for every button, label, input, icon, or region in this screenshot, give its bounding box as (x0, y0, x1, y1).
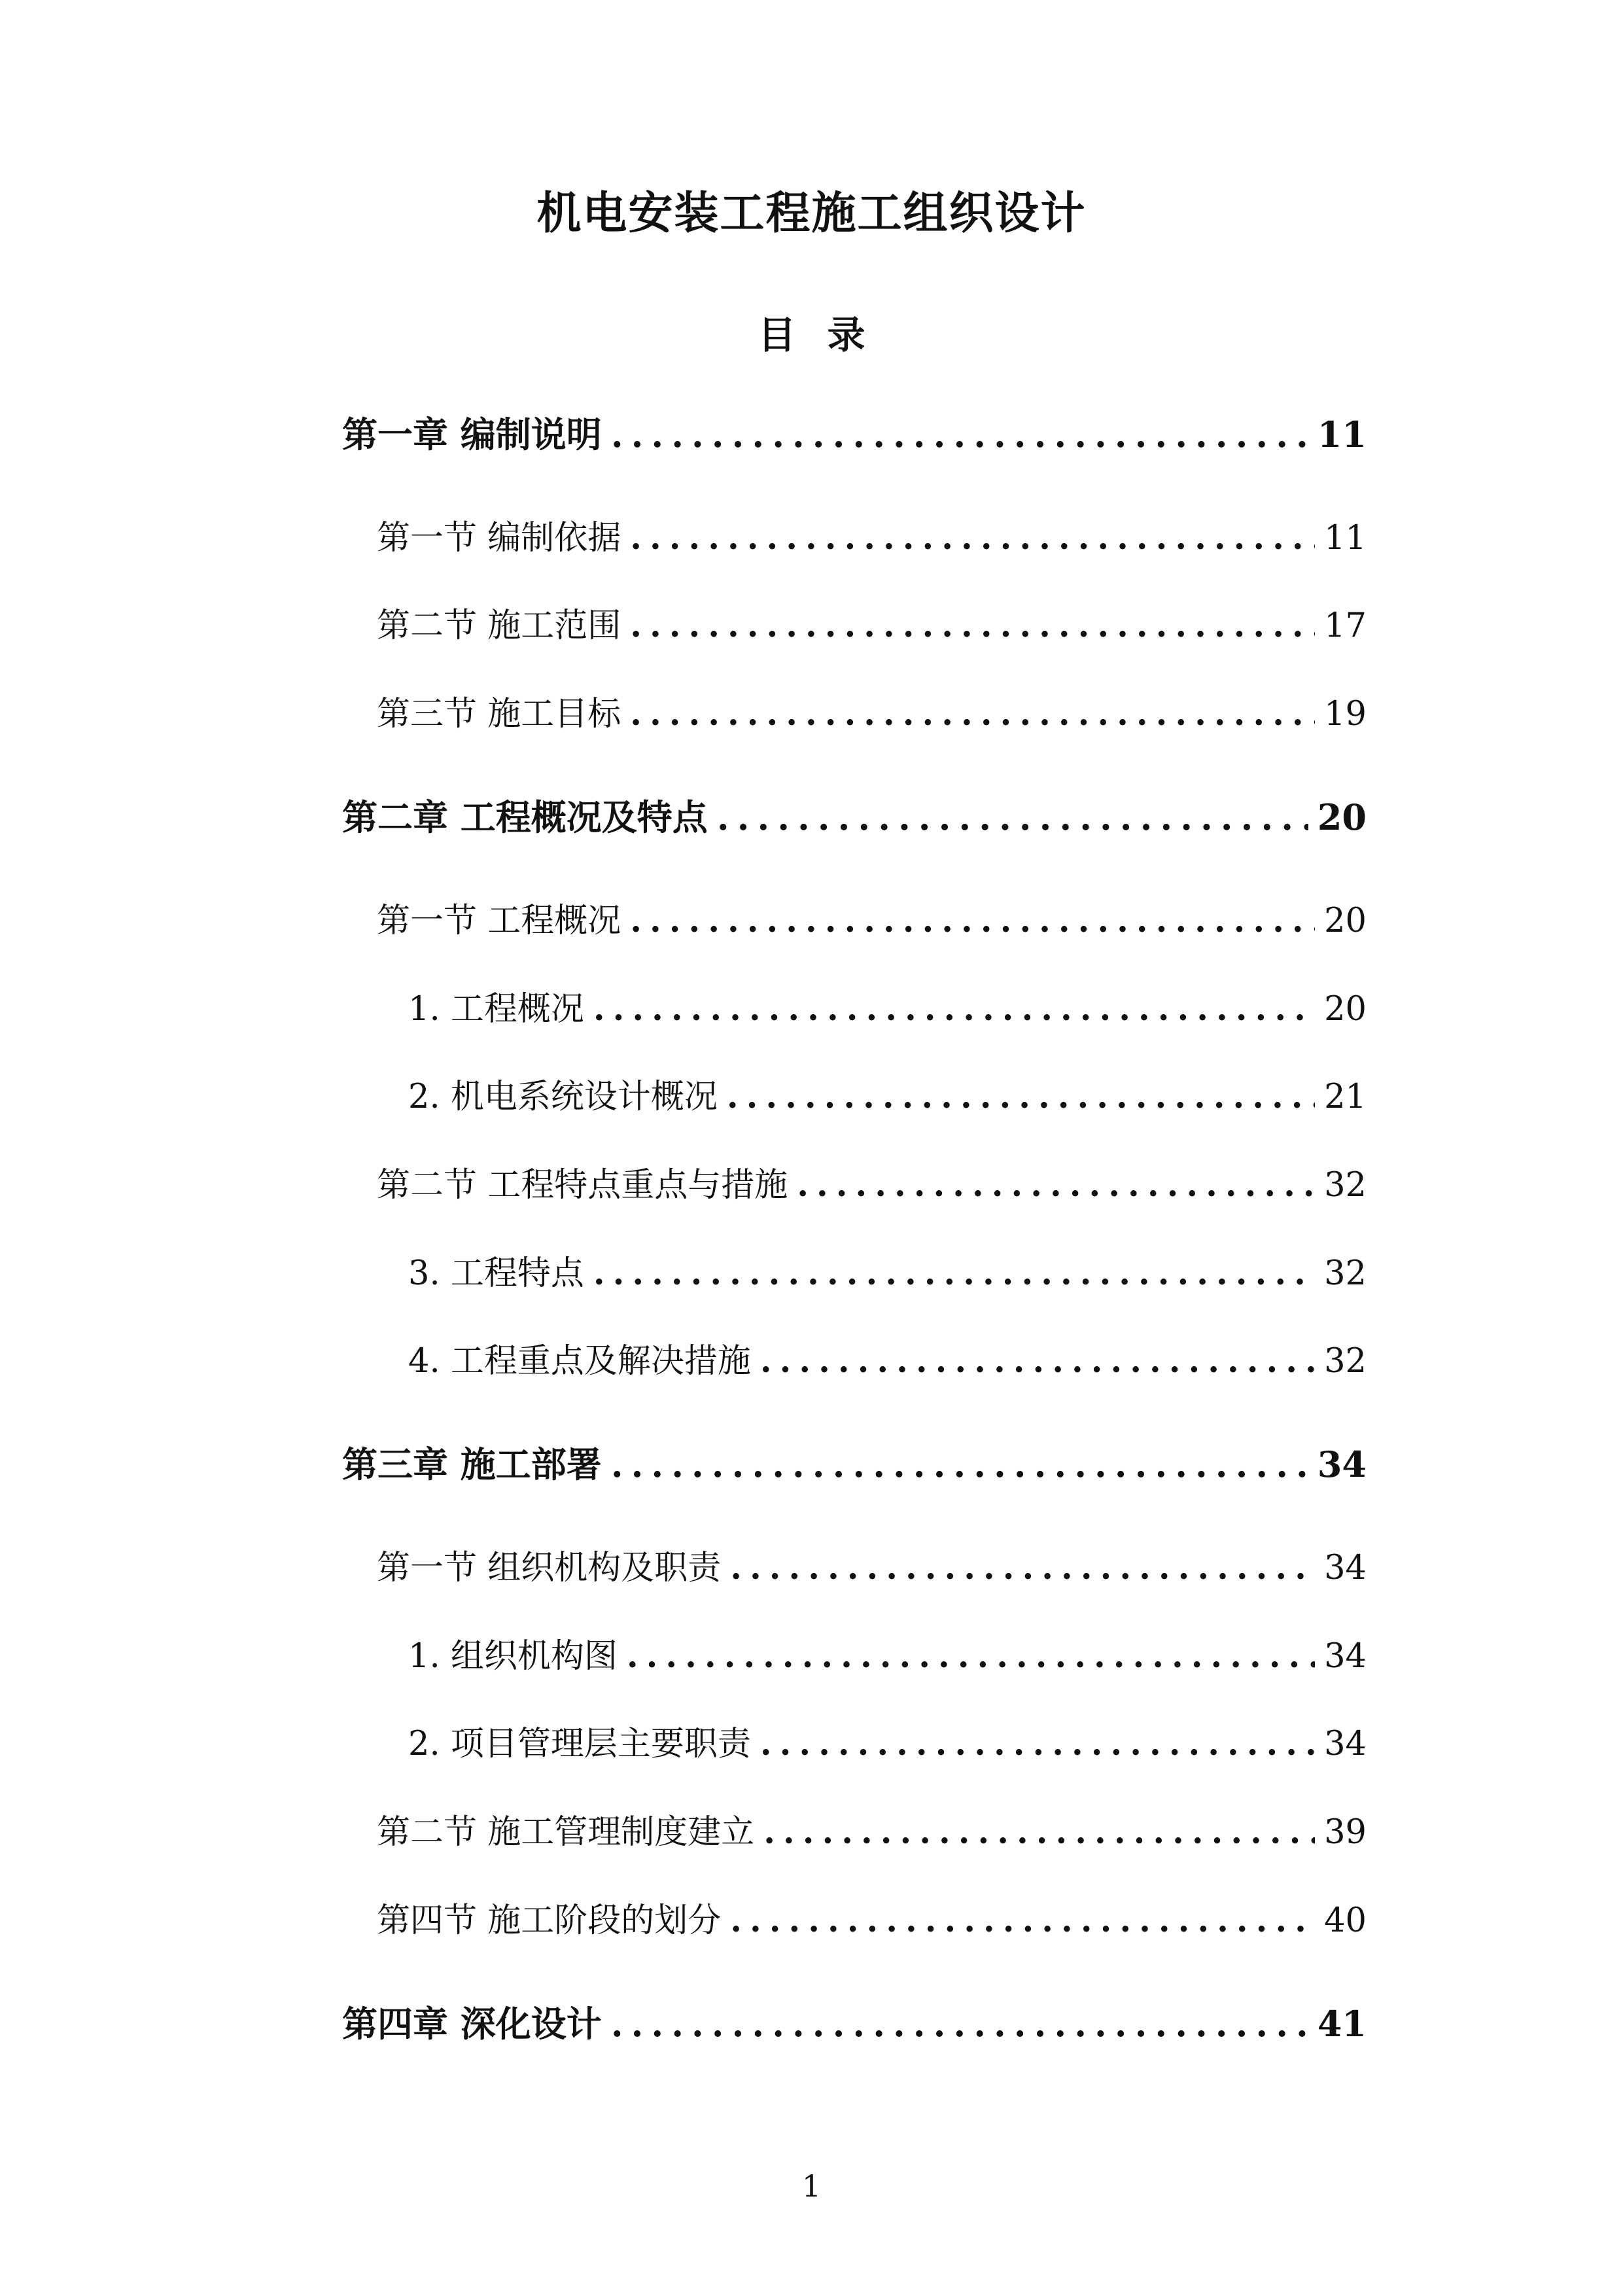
toc-entry-label: 第一节 工程概况 (377, 902, 621, 940)
toc-entry-page: 34 (1324, 1549, 1367, 1587)
toc-entry-page: 32 (1324, 1254, 1367, 1293)
toc-entry-page: 34 (1317, 1443, 1367, 1485)
toc-entry-label: 2. 机电系统设计概况 (408, 1078, 718, 1116)
toc-entry-item[interactable] (408, 989, 1367, 1029)
toc-entry-chapter-4[interactable] (342, 2004, 1367, 2043)
toc-dot-leader (730, 1901, 1315, 1940)
toc-entry-page: 41 (1317, 2003, 1367, 2045)
toc-dot-leader (593, 1254, 1315, 1293)
toc-dot-leader (763, 1812, 1315, 1852)
toc-dot-leader (730, 1548, 1315, 1587)
toc-entry-label: 4. 工程重点及解决措施 (408, 1342, 751, 1381)
toc-entry-label: 第二节 施工范围 (377, 607, 621, 645)
toc-entry-item[interactable] (408, 1077, 1367, 1116)
toc-entry-item[interactable] (408, 1636, 1367, 1676)
toc-dot-leader (717, 798, 1308, 837)
toc-entry-label: 第一节 编制依据 (377, 519, 621, 557)
toc-dot-leader (630, 606, 1315, 645)
toc-entry-section[interactable] (377, 606, 1367, 645)
toc-entry-section[interactable] (377, 518, 1367, 557)
toc-entry-page: 20 (1317, 796, 1367, 838)
toc-entry-label: 第三章 施工部署 (342, 1443, 602, 1485)
toc-heading-char-1: 目 (758, 313, 796, 357)
toc-entry-page: 17 (1324, 607, 1367, 645)
toc-dot-leader (593, 989, 1315, 1029)
toc-entry-page: 21 (1324, 1078, 1367, 1116)
toc-entry-label: 第一节 组织机构及职责 (377, 1549, 722, 1587)
document-title: 机电安装工程施工组织设计 (536, 187, 1087, 239)
toc-entry-chapter-1[interactable] (342, 415, 1367, 454)
toc-entry-chapter-3[interactable] (342, 1445, 1367, 1484)
toc-entry-section[interactable] (377, 901, 1367, 940)
toc-entry-label: 第二章 工程概况及特点 (342, 796, 708, 838)
toc-dot-leader (627, 1636, 1315, 1676)
toc-entry-item[interactable] (408, 1254, 1367, 1293)
toc-dot-leader (797, 1165, 1315, 1205)
toc-dot-leader (630, 901, 1315, 940)
toc-entry-label: 第二节 施工管理制度建立 (377, 1813, 755, 1852)
toc-entry-label: 第四节 施工阶段的划分 (377, 1901, 722, 1940)
toc-entry-item[interactable] (408, 1341, 1367, 1381)
toc-entry-section[interactable] (377, 694, 1367, 733)
toc-entry-label: 2. 项目管理层主要职责 (408, 1725, 751, 1763)
toc-entry-page: 11 (1324, 519, 1367, 557)
toc-entry-label: 第三节 施工目标 (377, 695, 621, 733)
toc-dot-leader (611, 415, 1308, 454)
toc-entry-label: 第二节 工程特点重点与措施 (377, 1166, 788, 1205)
toc-entry-page: 11 (1317, 414, 1367, 455)
toc-entry-page: 34 (1324, 1637, 1367, 1676)
toc-entry-item[interactable] (408, 1724, 1367, 1763)
toc-entry-label: 1. 组织机构图 (408, 1637, 618, 1676)
toc-entry-section[interactable] (377, 1901, 1367, 1940)
page-number: 1 (801, 2168, 822, 2204)
toc-dot-leader (611, 2004, 1308, 2043)
toc-entry-page: 32 (1324, 1166, 1367, 1205)
toc-dot-leader (611, 1445, 1308, 1484)
toc-heading-char-2: 录 (827, 313, 865, 357)
toc-entry-page: 34 (1324, 1725, 1367, 1763)
toc-dot-leader (630, 518, 1315, 557)
toc-entry-page: 40 (1324, 1901, 1367, 1940)
toc-entry-page: 19 (1324, 695, 1367, 733)
toc-entry-chapter-2[interactable] (342, 798, 1367, 837)
toc-dot-leader (760, 1724, 1315, 1763)
toc-entry-label: 第一章 编制说明 (342, 414, 602, 455)
toc-entry-label: 第四章 深化设计 (342, 2003, 602, 2045)
toc-entry-page: 32 (1324, 1342, 1367, 1381)
toc-dot-leader (760, 1341, 1315, 1381)
toc-entry-label: 3. 工程特点 (408, 1254, 584, 1293)
toc-entry-section[interactable] (377, 1812, 1367, 1852)
toc-dot-leader (630, 694, 1315, 733)
toc-entry-page: 20 (1324, 990, 1367, 1029)
toc-dot-leader (727, 1077, 1315, 1116)
toc-entry-label: 1. 工程概况 (408, 990, 584, 1029)
toc-entry-page: 39 (1324, 1813, 1367, 1852)
toc-entry-section[interactable] (377, 1165, 1367, 1205)
toc-entry-page: 20 (1324, 902, 1367, 940)
toc-entry-section[interactable] (377, 1548, 1367, 1587)
